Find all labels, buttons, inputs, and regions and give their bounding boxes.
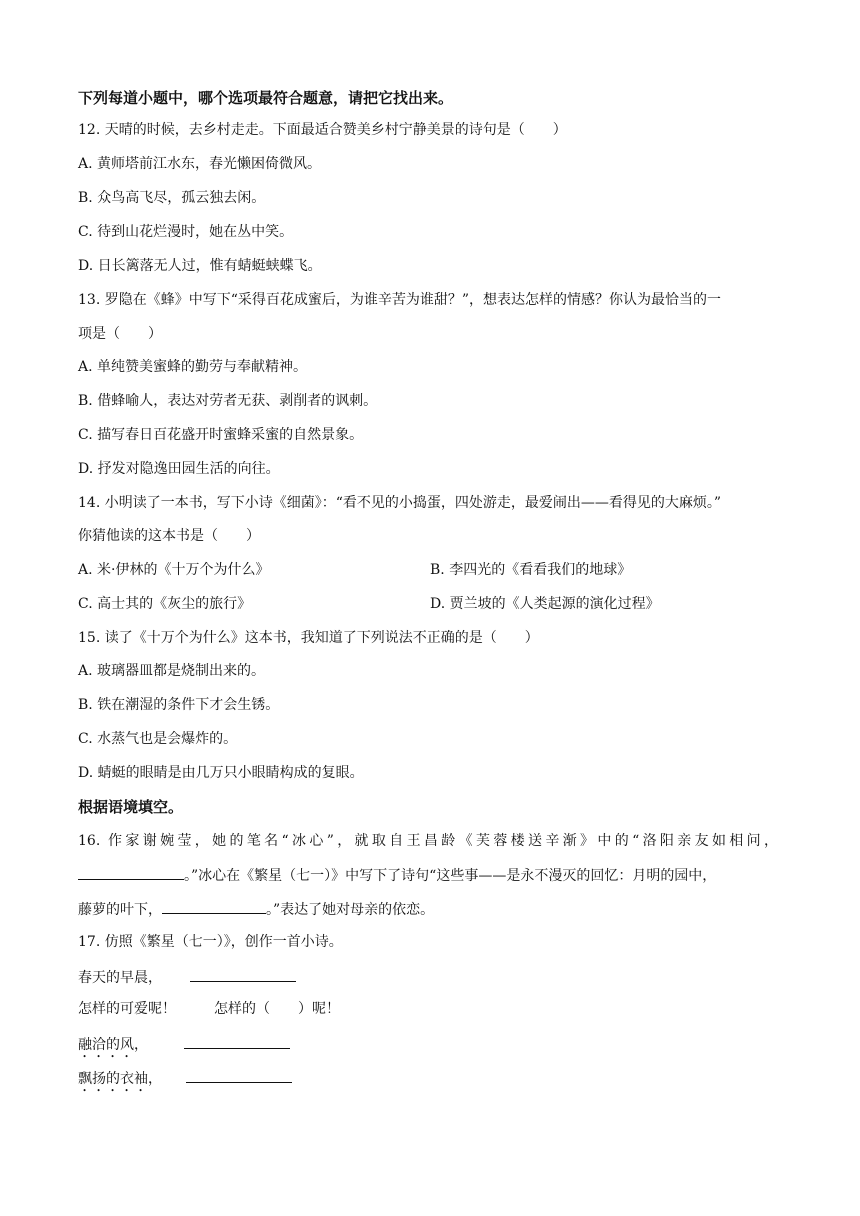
poem-line-4-text: 飘扬的衣袖，	[78, 1071, 162, 1087]
question-17-stem: 17. 仿照《繁星（七一）》，创作一首小诗。	[78, 934, 343, 950]
question-13-option-d: D. 抒发对隐逸田园生活的向往。	[78, 461, 280, 477]
question-13-stem-line1: 13. 罗隐在《蜂》中写下“采得百花成蜜后，为谁辛苦为谁甜？”，想表达怎样的情感？你认为最恰当的一	[78, 292, 722, 308]
section-heading-choice: 下列每道小题中，哪个选项最符合题意，请把它找出来。	[78, 89, 454, 107]
question-16-line2-text: 。”冰心在《繁星（七一）》中写下了诗句“这些事——是永不漫灭的回忆：月明的园中，	[184, 868, 717, 884]
question-12-option-b: B. 众鸟高飞尽，孤云独去闲。	[78, 190, 266, 206]
question-13-stem-line2: 项是（ ）	[78, 326, 162, 342]
question-15-option-c: C. 水蒸气也是会爆炸的。	[78, 731, 238, 747]
poem-blank-1[interactable]	[190, 966, 296, 982]
question-16-line3-text-a: 藤萝的叶下，	[78, 902, 162, 918]
question-14-option-a: A. 米·伊林的《十万个为什么》	[78, 562, 270, 578]
poem-blank-4[interactable]	[186, 1067, 292, 1083]
poem-line-2	[78, 999, 340, 1019]
question-14-stem-line2: 你猜他读的这本书是（ ）	[78, 528, 260, 544]
question-13-option-b: B. 借蜂喻人，表达对劳者无获、剥削者的讽刺。	[78, 393, 378, 409]
poem-line-1-text: 春天的早晨，	[78, 970, 162, 986]
question-14-option-b: B. 李四光的《看看我们的地球》	[430, 562, 632, 578]
question-16-line2	[78, 864, 716, 886]
question-14-stem-line1: 14. 小明读了一本书，写下小诗《细菌》：“看不见的小捣蛋，四处游走，最爱闹出——看得见的大麻烦。”	[78, 495, 722, 511]
poem-blank-3[interactable]	[184, 1033, 290, 1049]
poem-line-4	[78, 1067, 292, 1095]
question-16-line3-text-b: 。”表达了她对母亲的依恋。	[266, 902, 435, 918]
poem-line-1	[78, 966, 296, 988]
question-13-option-a: A. 单纯赞美蜜蜂的勤劳与奉献精神。	[78, 359, 308, 375]
question-12-option-d: D. 日长篱落无人过，惟有蜻蜓蛱蝶飞。	[78, 258, 322, 274]
section-heading-fill: 根据语境填空。	[78, 798, 184, 816]
question-15-option-b: B. 铁在潮湿的条件下才会生锈。	[78, 697, 280, 713]
question-15-option-d: D. 蜻蜓的眼睛是由几万只小眼睛构成的复眼。	[78, 765, 364, 781]
answer-blank-1[interactable]	[78, 864, 184, 880]
question-14-option-d: D. 贾兰坡的《人类起源的演化过程》	[430, 596, 660, 612]
question-14-option-c: C. 高士其的《灰尘的旅行》	[78, 596, 252, 612]
answer-blank-2[interactable]	[162, 898, 266, 914]
poem-line-3-text: 融洽的风，	[78, 1037, 148, 1053]
question-13-option-c: C. 描写春日百花盛开时蜜蜂采蜜的自然景象。	[78, 427, 364, 443]
question-15-option-a: A. 玻璃器皿都是烧制出来的。	[78, 663, 266, 679]
question-12-option-c: C. 待到山花烂漫时，她在丛中笑。	[78, 224, 294, 240]
poem-line-3	[78, 1033, 290, 1061]
question-12-option-a: A. 黄师塔前江水东，春光懒困倚微风。	[78, 156, 322, 172]
question-16-line3	[78, 898, 434, 920]
poem-line-2-text-b: 怎样的（ ）呢！	[214, 1001, 340, 1017]
question-16-line1: 16. 作家谢婉莹，她的笔名“冰心”，就取自王昌龄《芙蓉楼送辛渐》中的“洛阳亲友如相问，	[78, 833, 778, 849]
poem-line-2-text-a: 怎样的可爱呢！	[78, 1001, 176, 1017]
question-15-stem: 15. 读了《十万个为什么》这本书，我知道了下列说法不正确的是（ ）	[78, 630, 539, 646]
question-12-stem: 12. 天晴的时候，去乡村走走。下面最适合赞美乡村宁静美景的诗句是（ ）	[78, 122, 567, 138]
